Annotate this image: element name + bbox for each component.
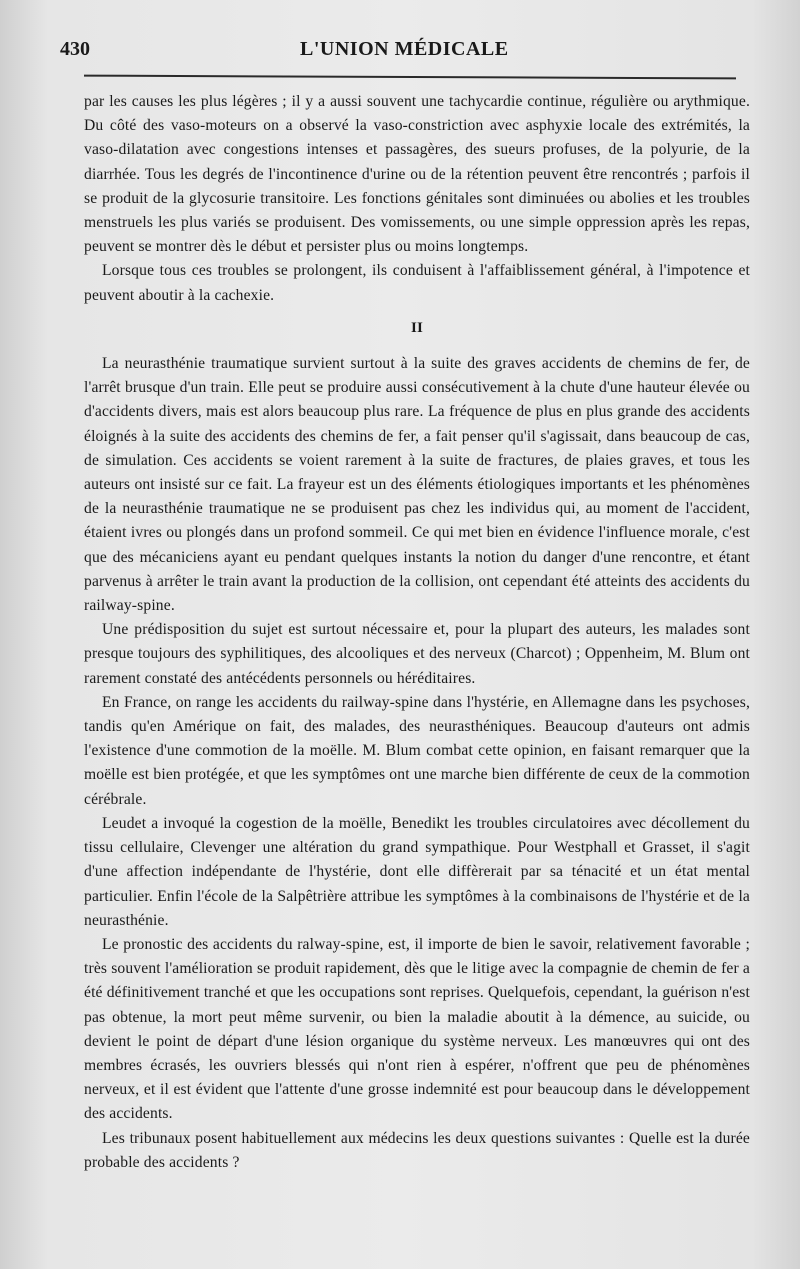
section-heading: II xyxy=(411,319,423,336)
paragraph: par les causes les plus légères ; il y a aussi souvent une tachycardie continue, régulière ou arythmique. Du côté des vaso-moteurs on a observé la vaso-constriction avec asphyxie locale des extrémités, la vaso-dilatation avec congestions intenses et passagères, des sueurs profuses, de la polyurie, de la diarrhée. Tous les degrés de l'incontinence d'urine ou de la rétention peuvent être rencontrés ; parfois il se produit de la glycosurie transitoire. Les fonctions génitales sont diminuées ou abolies et les troubles menstruels les plus variés se produisent. Des vomissements, ou une simple oppression après les repas, peuvent se montrer dès le début et persister plus ou moins longtemps. xyxy=(84,93,750,256)
paragraph: Une prédisposition du sujet est surtout nécessaire et, pour la plupart des auteurs, les malades sont presque toujours des syphilitiques, des alcooliques et des nerveux (Charcot) ; Oppenheim, M. Blum ont rarement constaté des antécédents personnels ou héréditaires. xyxy=(84,621,750,687)
paragraph: La neurasthénie traumatique survient surtout à la suite des graves accidents de chemins de fer, de l'arrêt brusque d'un train. Elle peut se produire aussi consécutivement à la chute d'une hauteur élevée ou d'accidents divers, mais est alors beaucoup plus rare. La fréquence de plus en plus grande des accidents éloignés à la suite des accidents des chemins de fer, a fait penser qu'il s'agissait, dans beaucoup de cas, de simulation. Ces accidents se voient rarement à la suite de fractures, de plaies graves, et tous les auteurs ont insisté sur ce fait. La frayeur est un des éléments étiologiques importants et les phénomènes de la neurasthénie traumatique ne se produisent pas chez les individus qui, au moment de l'accident, étaient ivres ou plongés dans un profond sommeil. Ce qui met bien en évidence l'influence morale, c'est que des mécaniciens ayant eu pendant quelques instants la notion du danger d'une rencontre, et étant parvenus à arrêter le train avant la production de la collision, ont cependant été atteints des accidents du railway-spine. xyxy=(84,355,750,615)
paragraph: En France, on range les accidents du railway-spine dans l'hystérie, en Allemagne dans les psychoses, tandis qu'en Amérique on fait, des malades, des neurasthéniques. Beaucoup d'auteurs ont admis l'existence d'une commotion de la moëlle. M. Blum combat cette opinion, en faisant remarquer que la moëlle est bien protégée, et que les symptômes ont une marche bien différente de ceux de la commotion cérébrale. xyxy=(84,693,750,808)
paragraph: Leudet a invoqué la cogestion de la moëlle, Benedikt les troubles circulatoires avec décollement du tissu cellulaire, Clevenger une altération du grand sympathique. Pour Westphall et Grasset, il s'agit d'une affection indépendante de l'hystérie, dont elle diffèrerait par sa ténacité et un état mental particulier. Enfin l'école de la Salpêtrière attribue les symptômes à la combinaisons de l'hystérie et de la neurasthénie. xyxy=(84,814,750,929)
paragraph: Lorsque tous ces troubles se prolongent, ils conduisent à l'affaiblissement général, à l'impotence et peuvent aboutir à la cachexie. xyxy=(84,262,750,304)
paragraph: Le pronostic des accidents du ralway-spine, est, il importe de bien le savoir, relativement favorable ; très souvent l'amélioration se produit rapidement, dès que le litige avec la compagnie de chemin de fer a été définitivement tranché et que les occupations sont reprises. Quelquefois, cependant, la guérison n'est pas obtenue, la mort peut même survenir, ou bien la maladie aboutit à la démence, au suicide, ou devient le point de départ d'une lésion organique du système nerveux. Les manœuvres qui ont des membres écrasés, les ouvriers blessés qui n'ont rien à espérer, n'offrent que peu de phénomènes nerveux, et il est évident que l'attente d'une grosse indemnité est pour beaucoup dans le développement des accidents. xyxy=(84,935,750,1123)
header-rule xyxy=(84,75,736,80)
page-number: 430 xyxy=(60,38,90,60)
page-header xyxy=(0,38,800,72)
running-title: L'UNION MÉDICALE xyxy=(300,38,509,60)
paragraph: Les tribunaux posent habituellement aux médecins les deux questions suivantes : Quelle est la durée probable des accidents ? xyxy=(84,1129,750,1171)
body-text xyxy=(84,90,750,1175)
